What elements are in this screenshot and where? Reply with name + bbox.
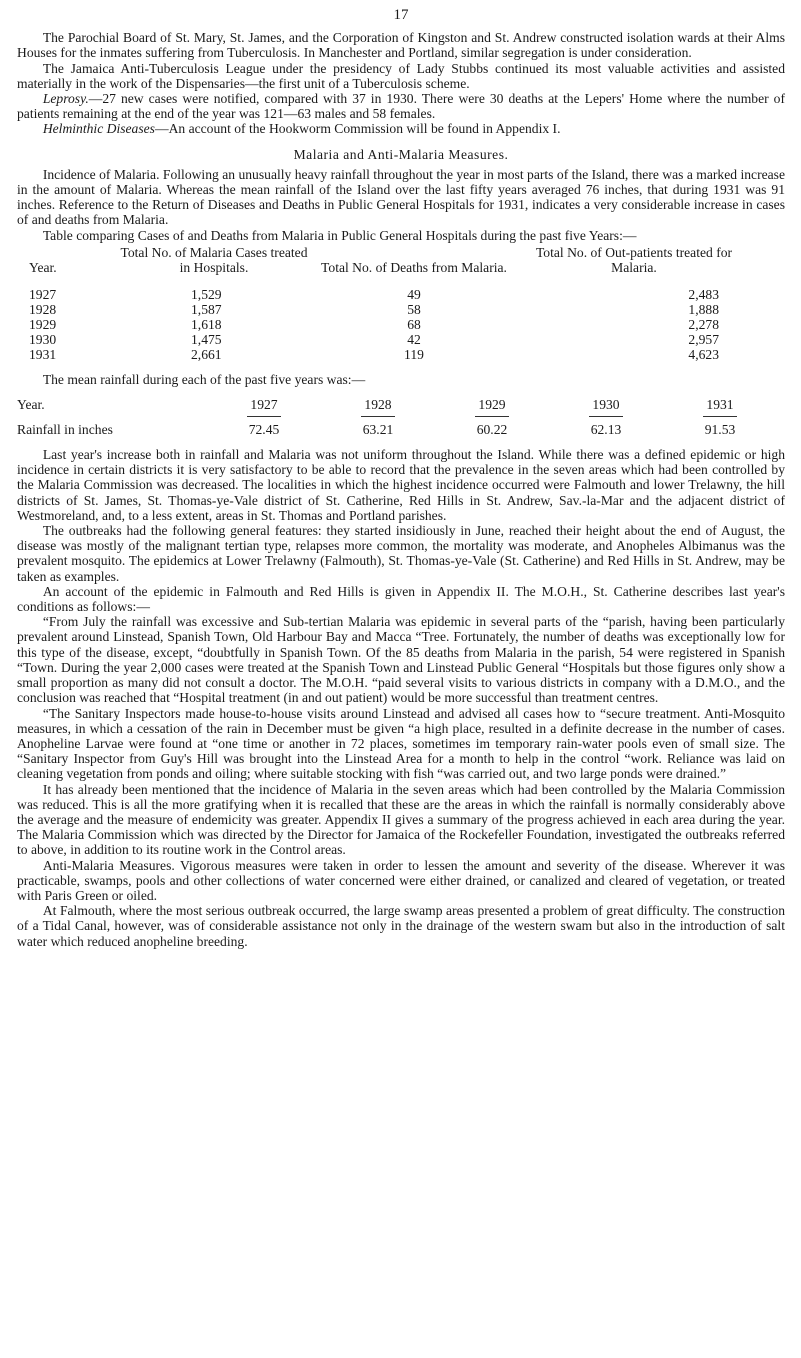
rainfall-value: 63.21 xyxy=(362,422,394,438)
table-row xyxy=(29,317,749,332)
table2-intro: The mean rainfall during each of the past five years was:— xyxy=(42,371,366,387)
cell-outpatients: 4,623 xyxy=(688,346,719,362)
cell-deaths: 119 xyxy=(404,346,424,362)
cell-deaths: 49 xyxy=(407,286,421,302)
rainfall-year: 1927 xyxy=(250,397,278,413)
table-row xyxy=(29,302,749,317)
page-number: 17 xyxy=(393,7,409,23)
leprosy-text: —27 new cases were notified, compared with 37 in 1930. There were 30 deaths at the Lepers' Home where the number of patients remaining at the end of the year was 121—63 males and 58 females. xyxy=(17,91,785,122)
paragraph-anti-tb-league: The Jamaica Anti-Tuberculosis League under the presidency of Lady Stubbs continued its most valuable activities and assisted materially in the work of the Dispensaries—the first unit of a Tuberculosis scheme. xyxy=(17,60,785,91)
paragraph-helminthic xyxy=(17,121,785,136)
rainfall-year: 1930 xyxy=(592,397,620,413)
table-header-row xyxy=(29,245,749,279)
cell-outpatients: 2,278 xyxy=(688,316,719,332)
rainfall-value: 72.45 xyxy=(248,422,280,438)
rainfall-value: 62.13 xyxy=(590,422,622,438)
rule-line xyxy=(475,416,509,421)
rainfall-table xyxy=(17,397,777,437)
quote-sanitary: “The Sanitary Inspectors made house-to-house visits around Linstead and advised all cases how to “secure treatment. Anti-Mosquito measures, in which a cessation of the rain in December must be given “a high place, resulted in a definite decrease in the number of cases. Anopheline Larvae were found at “one time or another in 72 places, sometimes im temporary rain-water pools even of small size. The “Sanitary Inspector from Guy's Hill was brought into the Linstead Area for a month to help in the control “work. Reliance was laid on cleaning vegetation from ponds and oiling; where suitable stocking with fish “was carried out, and two large ponds were drained.” xyxy=(17,705,785,782)
cell-cases: 1,529 xyxy=(191,286,222,302)
rule-line xyxy=(247,416,281,421)
rainfall-year: 1928 xyxy=(364,397,392,413)
cell-year: 1928 xyxy=(29,301,57,317)
cell-outpatients: 2,957 xyxy=(688,331,719,347)
malaria-cases-table xyxy=(29,245,749,362)
cell-year: 1930 xyxy=(29,331,57,347)
rainfall-year: 1929 xyxy=(478,397,506,413)
paragraph-falmouth: At Falmouth, where the most serious outbreak occurred, the large swamp areas presented a problem of great difficulty. The construction of a Tidal Canal, however, was of considerable assistance not only in the drainage of the western swam but also in the introduction of salt water which reduced anopheline breeding. xyxy=(17,903,785,949)
header-deaths: Total No. of Deaths from Malaria. xyxy=(321,259,507,275)
header-year: Year. xyxy=(29,259,57,275)
cell-year: 1929 xyxy=(29,316,57,332)
helminthic-text: —An account of the Hookworm Commission will be found in Appendix I. xyxy=(154,121,561,137)
leprosy-heading: Leprosy. xyxy=(42,91,89,107)
cell-year: 1927 xyxy=(29,286,57,302)
document-page xyxy=(17,8,785,949)
paragraph-measures: Anti-Malaria Measures. Vigorous measures were taken in order to lessen the amount and severity of the disease. Wherever it was practicable, swamps, pools and other collections of water concerned were either drained, or canalized and cleared of vegetation, or treated with Paris Green or oiled. xyxy=(17,857,785,903)
rainfall-value: 91.53 xyxy=(704,422,736,438)
paragraph-outbreaks: The outbreaks had the following general features: they started insidiously in June, reached their height about the end of August, the disease was mostly of the malignant tertian type, relapses more common, the mortality was moderate, and Anopheles Albimanus was the prevalent mosquito. The epidemics at Lower Trelawny (Falmouth), St. Thomas-ye-Vale (St. Catherine) and Red Hills in St. Andrew, may be taken as examples. xyxy=(17,523,785,584)
quote-rainfall: “From July the rainfall was excessive and Sub-tertian Malaria was epidemic in several parts of the “parish, having been particularly prevalent around Linstead, Spanish Town, Old Harbour Bay and Macca “Tree. Fortunately, the number of deaths was exceptionally low for this type of the disease, except, “doubtfully in Spanish Town. Of the 85 deaths from Malaria in the parish, 54 were registered in Spanish “Town. During the year 2,000 cases were treated at the Spanish Town and Linstead Public General “Hospitals but those figures only show a small proportion as many did not consult a doctor. The M.O.H. “paid several visits to various districts in company with a D.M.O., and the conclusion was reached that “Hospital treatment (in and out patient) would be more successful than treatment centres. xyxy=(17,614,785,706)
paragraph-parochial-board: The Parochial Board of St. Mary, St. James, and the Corporation of Kingston and St. Andrew constructed isolation wards at their Alms Houses for the inmates suffering from Tuberculosis. In Manchester and Portland, similar segregation is under consideration. xyxy=(17,30,785,61)
paragraph-leprosy xyxy=(17,91,785,121)
table1-intro: Table comparing Cases of and Deaths from Malaria in Public General Hospitals during the past five Years:— xyxy=(42,227,637,243)
rainfall-value: 60.22 xyxy=(476,422,508,438)
cell-deaths: 42 xyxy=(407,331,421,347)
table-row xyxy=(29,287,749,302)
rule-line xyxy=(589,416,623,421)
cell-outpatients: 2,483 xyxy=(688,286,719,302)
header-outpatients: Total No. of Out-patients treated for Malaria. xyxy=(535,244,733,275)
helminthic-heading: Helminthic Diseases xyxy=(42,121,155,137)
cell-cases: 1,587 xyxy=(191,301,222,317)
header-cases: Total No. of Malaria Cases treated in Hospitals. xyxy=(120,244,308,275)
paragraph-incidence: Incidence of Malaria. Following an unusually heavy rainfall throughout the year in most parts of the Island, there was a marked increase in the amount of Malaria. Whereas the mean rainfall of the Island over the last fifty years averaged 76 inches, that during 1931 was 91 inches. Reference to the Return of Diseases and Deaths in Public General Hospitals for 1931, indicates a very considerable increase in cases of and deaths from Malaria. xyxy=(17,166,785,228)
cell-cases: 1,618 xyxy=(191,316,222,332)
rainfall-value-label: Rainfall in inches xyxy=(17,422,113,438)
paragraph-controlled-areas: It has already been mentioned that the incidence of Malaria in the seven areas which had been controlled by the Malaria Commission was reduced. This is all the more gratifying when it is recalled that these are the areas in which the rainfall is normally considerably above the average and the measure of endemicity was greater. Appendix II gives a summary of the progress achieved in each area during the year. The Malaria Commission which was directed by the Director for Jamaica of the Rockefeller Foundation, investigated the outbreaks referred to above, in addition to its routine work in the Control areas. xyxy=(17,781,785,858)
cell-outpatients: 1,888 xyxy=(688,301,719,317)
table-row xyxy=(29,332,749,347)
rainfall-year-label: Year. xyxy=(17,397,45,413)
rule-line xyxy=(361,416,395,421)
cell-year: 1931 xyxy=(29,346,57,362)
cell-deaths: 68 xyxy=(407,316,421,332)
table-row xyxy=(29,347,749,362)
paragraph-account: An account of the epidemic in Falmouth and Red Hills is given in Appendix II. The M.O.H., St. Catherine describes last year's conditions as follows:— xyxy=(17,583,785,615)
rainfall-rule-row xyxy=(17,412,777,422)
cell-deaths: 58 xyxy=(407,301,421,317)
rainfall-value-row xyxy=(17,422,777,437)
cell-cases: 2,661 xyxy=(191,346,222,362)
rainfall-year-row xyxy=(17,397,777,412)
rule-line xyxy=(703,416,737,421)
paragraph-last-year: Last year's increase both in rainfall and Malaria was not uniform throughout the Island. While there was a defined epidemic or high incidence in certain districts it is very satisfactory to be able to record that the prevalence in the seven areas which had been controlled by the Malaria Commission was decreased. The localities in which the highest incidence occurred were Falmouth and lower Trelawny, the hill districts of St. James, St. Thomas-ye-Vale district of St. Catherine, Red Hills in St. Andrew, Sav.-la-Mar and the adjacent district of Westmoreland, and, to a less extent, areas in St. Thomas and Portland parishes. xyxy=(17,447,785,523)
section-title: Malaria and Anti-Malaria Measures. xyxy=(293,146,509,162)
rainfall-year: 1931 xyxy=(706,397,734,413)
cell-cases: 1,475 xyxy=(191,331,222,347)
